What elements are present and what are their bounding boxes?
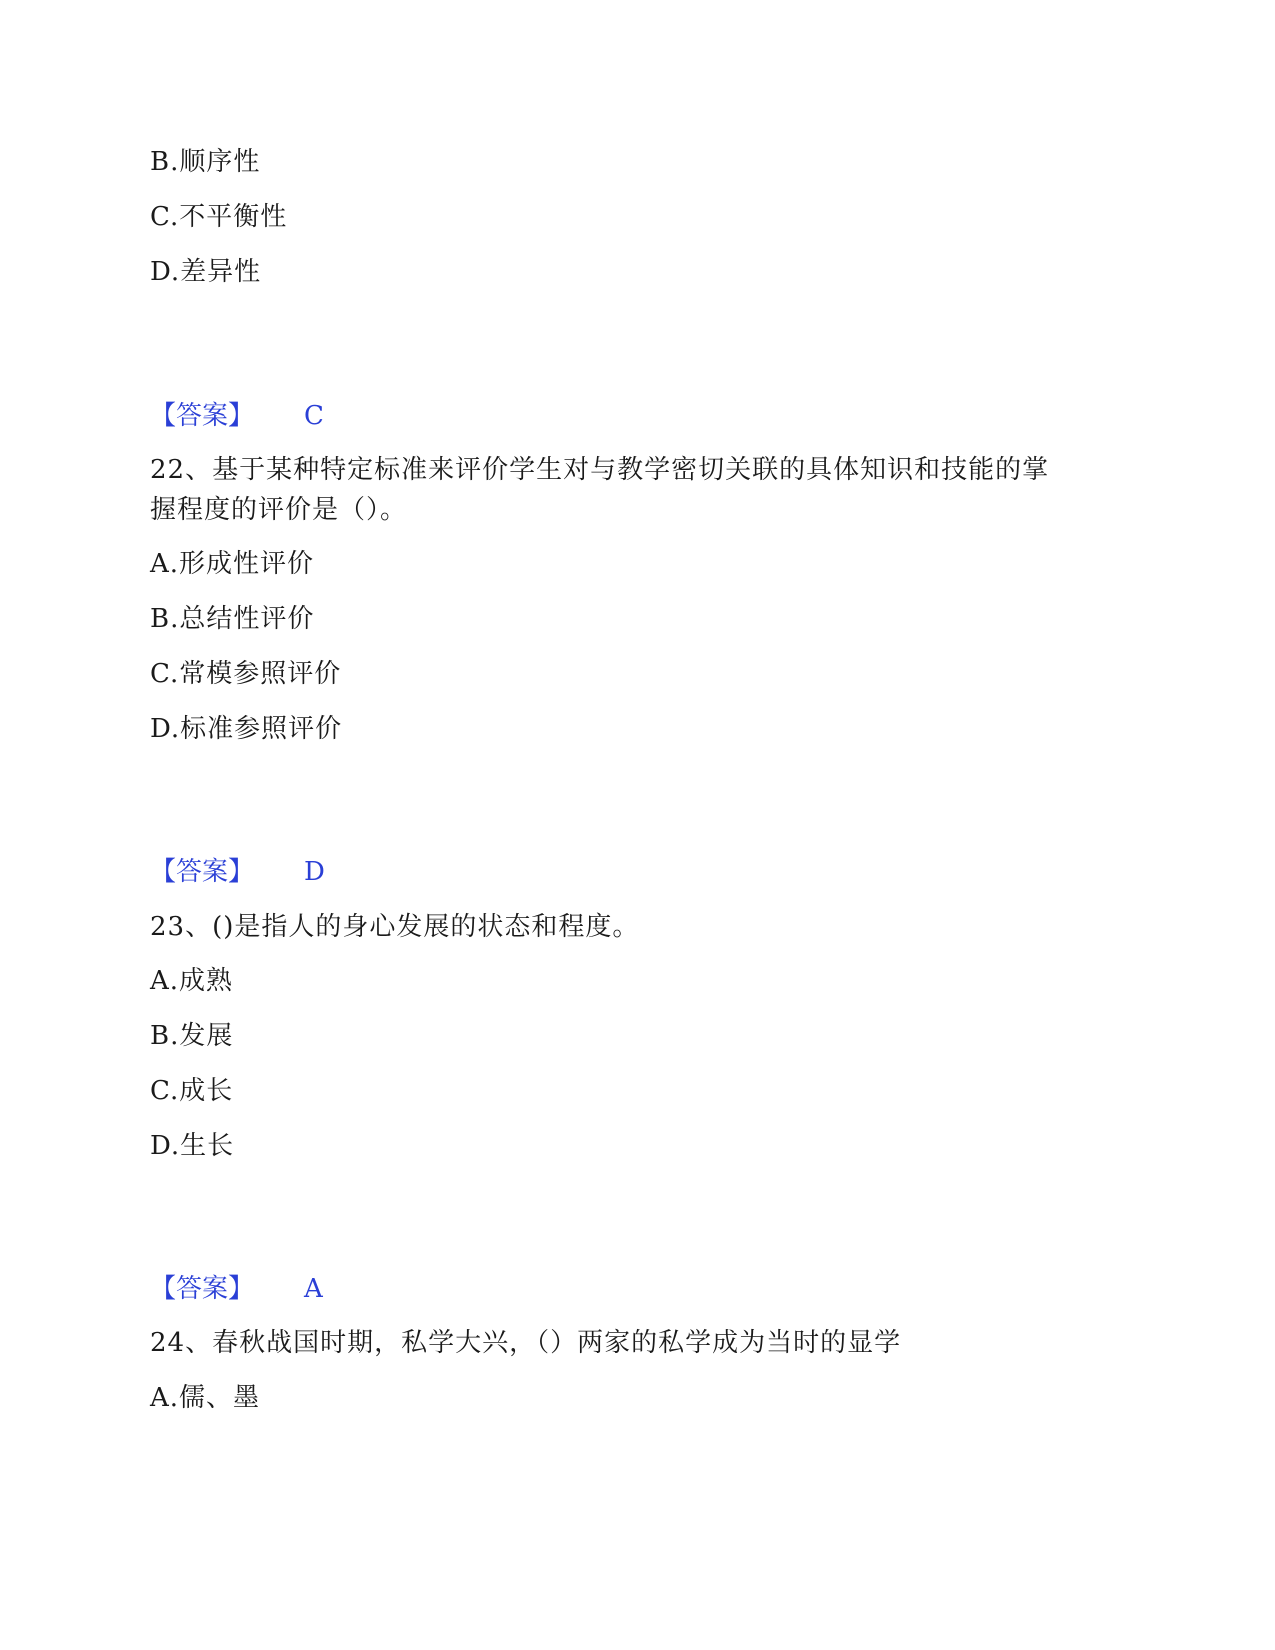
q22-stem-line1: 22、基于某种特定标准来评价学生对与教学密切关联的具体知识和技能的掌	[150, 455, 1050, 485]
q23-stem: 23、()是指人的身心发展的状态和程度。	[150, 912, 640, 942]
q23-answer	[150, 1273, 323, 1305]
q22-answer	[150, 856, 325, 888]
q22-stem-line2: 握程度的评价是（）。	[150, 495, 408, 525]
q22-option-d: D.标准参照评价	[150, 714, 343, 744]
answer-tag: 【答案】	[150, 1274, 255, 1304]
answer-value: A	[304, 1274, 323, 1304]
q22-option-b: B.总结性评价	[150, 604, 315, 634]
q24-option-a: A.儒、墨	[150, 1383, 261, 1413]
q21-option-b: B.顺序性	[150, 147, 261, 177]
q21-option-c: C.不平衡性	[150, 202, 288, 232]
q23-option-d: D.生长	[150, 1131, 235, 1161]
q22-option-a: A.形成性评价	[150, 549, 315, 579]
answer-tag: 【答案】	[150, 401, 255, 431]
q23-option-c: C.成长	[150, 1076, 234, 1106]
q21-answer	[150, 400, 324, 432]
q23-option-a: A.成熟	[150, 966, 234, 996]
q21-option-d: D.差异性	[150, 257, 262, 287]
answer-value: C	[304, 401, 324, 431]
q24-stem: 24、春秋战国时期，私学大兴，（）两家的私学成为当时的显学	[150, 1328, 902, 1358]
q22-option-c: C.常模参照评价	[150, 659, 342, 689]
q23-option-b: B.发展	[150, 1021, 234, 1051]
answer-value: D	[304, 857, 325, 887]
answer-tag: 【答案】	[150, 857, 255, 887]
